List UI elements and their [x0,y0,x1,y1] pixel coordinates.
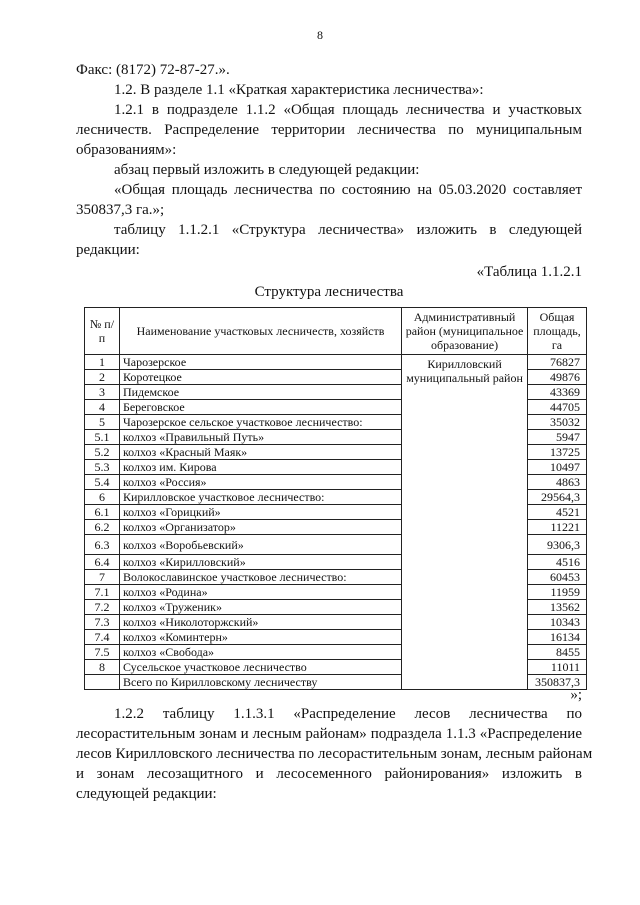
table-caption-number: «Таблица 1.1.2.1 [476,264,582,280]
row-number: 5.4 [85,475,120,490]
text-line: 1.2.1 в подразделе 1.1.2 «Общая площадь лесничества и участковых [114,102,582,118]
row-name: колхоз «Свобода» [119,645,401,660]
row-number: 6.2 [85,520,120,535]
row-name: Волокославинское участковое лесничество: [119,570,401,585]
row-name: колхоз «Горицкий» [119,505,401,520]
col-header-name: Наименование участковых лесничеств, хозяйств [119,308,401,355]
row-area: 11221 [528,520,587,535]
row-number: 7.4 [85,630,120,645]
row-number: 7.5 [85,645,120,660]
row-name: Коротецкое [119,370,401,385]
row-area: 13562 [528,600,587,615]
row-name: колхоз «Кирилловский» [119,555,401,570]
row-number: 5 [85,415,120,430]
row-area: 43369 [528,385,587,400]
row-number: 5.2 [85,445,120,460]
text-line: лесов Кирилловского лесничества по лесорастительным зонам, лесным районам [76,746,593,762]
row-name: колхоз «Правильный Путь» [119,430,401,445]
row-number: 6.3 [85,535,120,555]
row-number: 3 [85,385,120,400]
row-number: 6 [85,490,120,505]
row-name: Чарозерское сельское участковое лесничество: [119,415,401,430]
row-number: 6.1 [85,505,120,520]
row-number: 1 [85,355,120,370]
row-number: 8 [85,660,120,675]
text-line: лесорастительным зонам и лесным районам» подраздела 1.1.3 «Распределение [76,726,582,742]
text-line: «Общая площадь лесничества по состоянию на 05.03.2020 составляет [114,182,582,198]
row-name: Кирилловское участковое лесничество: [119,490,401,505]
text-line: образованиям»: [76,142,177,158]
row-area: 35032 [528,415,587,430]
text-line: 350837,3 га.»; [76,202,165,218]
row-name: колхоз «Труженик» [119,600,401,615]
text-line: и зонам лесозащитного и лесосеменного районирования» изложить в [76,766,582,782]
row-area: 29564,3 [528,490,587,505]
row-area: 10343 [528,615,587,630]
text-line: следующей редакции: [76,786,217,802]
row-area: 5947 [528,430,587,445]
row-name: колхоз «Россия» [119,475,401,490]
row-name: Сусельское участковое лесничество [119,660,401,675]
row-area: 4516 [528,555,587,570]
row-area: 4863 [528,475,587,490]
row-area: 13725 [528,445,587,460]
row-area: 11011 [528,660,587,675]
row-name: Береговское [119,400,401,415]
row-name: колхоз «Красный Маяк» [119,445,401,460]
row-area: 44705 [528,400,587,415]
row-number: 7.1 [85,585,120,600]
col-header-area: Общая площадь, га [528,308,587,355]
row-number: 4 [85,400,120,415]
row-area: 11959 [528,585,587,600]
row-area: 8455 [528,645,587,660]
row-name: колхоз им. Кирова [119,460,401,475]
row-name: колхоз «Воробьевский» [119,535,401,555]
district-cell: Кирилловский муниципальный район [402,355,528,690]
text-line: лесничеств. Распределение территории лесничества по муниципальным [76,122,582,138]
row-area: 4521 [528,505,587,520]
forestry-structure-table [84,307,587,690]
row-name: Чарозерское [119,355,401,370]
text-line: таблицу 1.1.2.1 «Структура лесничества» изложить в следующей [114,222,582,238]
col-header-num: № п/п [85,308,120,355]
col-header-district: Административный район (муниципальное образование) [402,308,528,355]
row-name: колхоз «Коминтерн» [119,630,401,645]
closing-quote: »; [570,687,582,703]
row-name: колхоз «Родина» [119,585,401,600]
row-number: 6.4 [85,555,120,570]
row-number: 7.3 [85,615,120,630]
text-line: 1.2. В разделе 1.1 «Краткая характеристика лесничества»: [114,82,484,98]
row-number: 5.3 [85,460,120,475]
row-number: 5.1 [85,430,120,445]
table-row [85,355,587,370]
row-area: 49876 [528,370,587,385]
row-number: 7.2 [85,600,120,615]
table-title: Структура лесничества [254,284,404,300]
row-area: 9306,3 [528,535,587,555]
text-line: 1.2.2 таблицу 1.1.3.1 «Распределение лесов лесничества по [114,706,582,722]
text-line: редакции: [76,242,140,258]
row-area: 10497 [528,460,587,475]
row-name: Пидемское [119,385,401,400]
text-line: Факс: (8172) 72-87-27.». [76,62,230,78]
row-name: колхоз «Организатор» [119,520,401,535]
row-name: колхоз «Николоторжский» [119,615,401,630]
row-number: 7 [85,570,120,585]
row-area: 60453 [528,570,587,585]
row-area: 16134 [528,630,587,645]
total-area: 350837,3 [528,675,587,690]
total-label: Всего по Кирилловскому лесничеству [119,675,401,690]
text-line: абзац первый изложить в следующей редакции: [114,162,420,178]
row-area: 76827 [528,355,587,370]
page-number: 8 [317,28,323,42]
row-number: 2 [85,370,120,385]
